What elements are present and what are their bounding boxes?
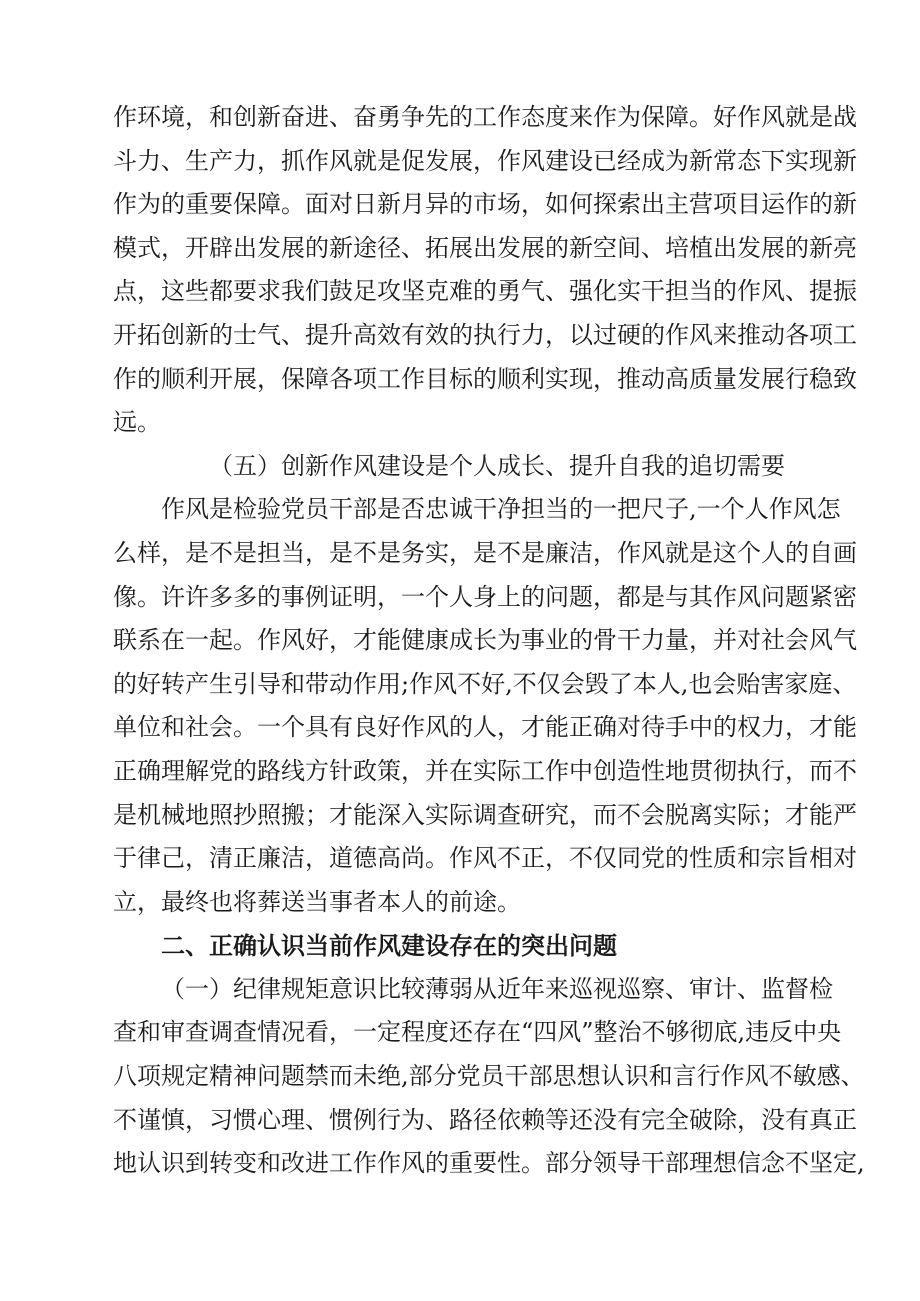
text-line: 开拓创新的士气、提升高效有效的执行力，以过硬的作风来推动各项工 (113, 320, 857, 349)
text-line: 查和审查调查情况看，一定程度还存在“四风”整治不够彻底,违反中央 (113, 1018, 842, 1047)
subsection-heading-text: （五）创新作风建设是个人成长、提升自我的追切需要 (209, 451, 785, 480)
text-line: 么样，是不是担当，是不是务实，是不是廉洁，作风就是这个人的自画 (113, 538, 857, 567)
text-line: 联系在一起。作风好，才能健康成长为事业的骨干力量，并对社会风气 (113, 626, 857, 655)
text-line: 远。 (113, 408, 161, 437)
text-line: 立，最终也将葬送当事者本人的前途。 (113, 887, 521, 916)
text-line: 作为的重要保障。面对日新月异的市场，如何探索出主营项目运作的新 (113, 190, 857, 219)
paragraph-2 (113, 488, 857, 924)
text-line: 作环境，和创新奋进、奋勇争先的工作态度来作为保障。好作风就是战 (113, 103, 857, 131)
text-line: （一）纪律规矩意识比较薄弱从近年来巡视巡察、审计、监督检 (161, 974, 833, 1003)
document-page (113, 96, 865, 1186)
text-line: 斗力、生产力，抓作风就是促发展，作风建设已经成为新常态下实现新 (113, 146, 857, 175)
section-heading-text: 二、正确认识当前作风建设存在的突出问题 (161, 931, 617, 961)
text-line: 是机械地照抄照搬；才能深入实际调查研究，而不会脱离实际；才能严 (113, 800, 857, 829)
text-line: 像。许许多多的事例证明，一个人身上的问题，都是与其作风问题紧密 (113, 582, 857, 611)
subsection-heading (113, 445, 829, 489)
text-line: 于律己，清正廉洁，道德高尚。作风不正，不仅同党的性质和宗旨相对 (113, 844, 857, 873)
text-line: 正确理解党的路线方针政策，并在实际工作中创造性地贯彻执行，而不 (113, 756, 857, 785)
text-line: 作风是检验党员干部是否忠诚干净担当的一把尺子,一个人作风怎 (161, 495, 841, 524)
text-line: 点，这些都要求我们鼓足攻坚克难的勇气、强化实干担当的作风、提振 (113, 277, 857, 306)
paragraph-1 (113, 96, 857, 445)
section-heading (113, 924, 829, 968)
text-line: 的好转产生引导和带动作用;作风不好,不仅会毁了本人,也会贻害家庭、 (113, 669, 857, 698)
text-line: 不谨慎，习惯心理、惯例行为、路径依赖等还没有完全破除，没有真正 (113, 1105, 857, 1134)
text-line: 八项规定精神问题禁而未绝,部分党员干部思想认识和言行作风不敏感、 (113, 1062, 865, 1091)
text-line: 单位和社会。一个具有良好作风的人，才能正确对待手中的权力，才能 (113, 713, 857, 742)
paragraph-3 (113, 968, 865, 1186)
text-line: 地认识到转变和改进工作作风的重要性。部分领导干部理想信念不坚定, (113, 1149, 865, 1178)
text-line: 作的顺利开展，保障各项工作目标的顺利实现，推动高质量发展行稳致 (113, 364, 857, 393)
text-line: 模式，开辟出发展的新途径、拓展出发展的新空间、培植出发展的新亮 (113, 233, 857, 262)
